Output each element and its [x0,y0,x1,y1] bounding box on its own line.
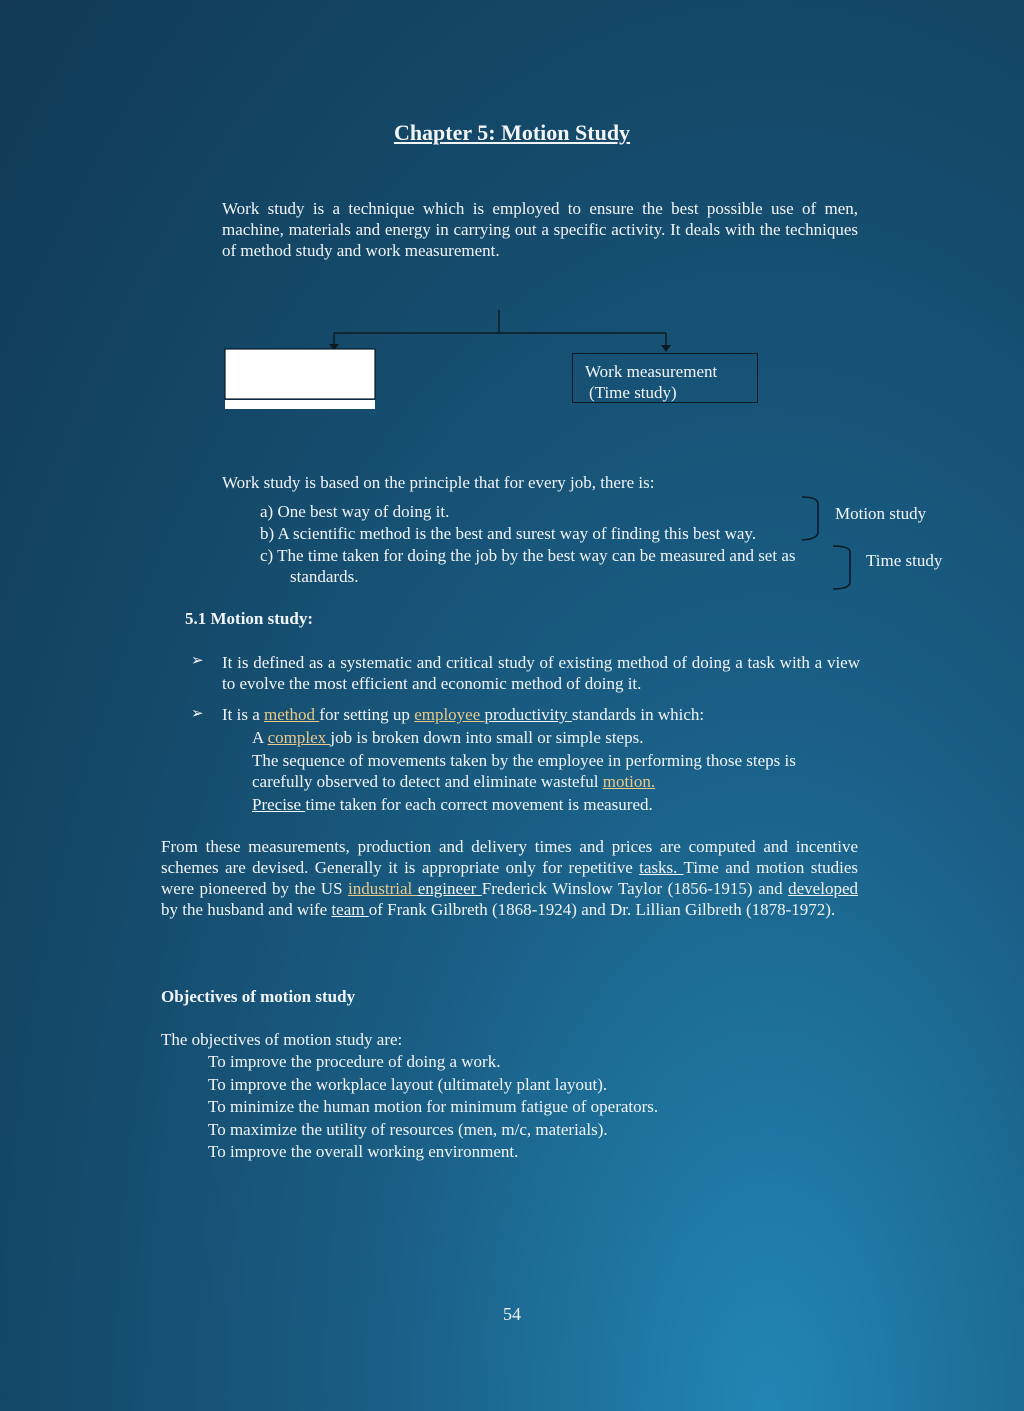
text-span: job is broken down into small or simple steps. [330,728,644,747]
bullet-arrow-icon: ➢ [191,653,204,669]
text-span: time taken for each correct movement is measured. [305,795,653,814]
objective-item: To improve the procedure of doing a work. [208,1052,501,1071]
method-link[interactable]: method [264,705,320,724]
text-span: Frederick Winslow Taylor (1856-1915) and [481,879,789,898]
work-measurement-label: Work measurement [585,362,718,381]
precise-link[interactable]: Precise [252,795,306,814]
bullet-definition: It is defined as a systematic and critical study of existing method of doing a task with a view to evolve the most efficient and economic method of doing it. [222,653,860,693]
bullet-arrow-icon: ➢ [191,706,204,722]
text-span: From these measurements, production and delivery times and prices are computed and incentive schemes are devised. Generally it is appropriate only for repetitive [161,837,858,877]
objective-item: To improve the overall working environment. [208,1142,519,1161]
page-number: 54 [503,1304,521,1324]
brace-motion-label: Motion study [835,504,927,523]
section-heading-5-1: 5.1 Motion study: [185,609,313,628]
principle-item-a: a) One best way of doing it. [260,502,450,521]
objective-item: To improve the workplace layout (ultimately plant layout). [208,1075,608,1094]
arrow-right-icon [661,345,671,352]
tasks-link[interactable]: tasks. [639,858,684,877]
sub-item-sequence: The sequence of movements taken by the employee in performing those steps is [252,751,796,770]
sub-item-complex [252,727,643,749]
work-measurement-box [572,353,758,403]
objective-item: To maximize the utility of resources (men, m/c, materials). [208,1120,608,1139]
employee-link[interactable]: employee [414,705,485,724]
complex-link[interactable]: complex [267,728,331,747]
history-paragraph [161,836,858,920]
text-span: Time and motion studies were pioneered by the US [161,858,859,898]
motion-link[interactable]: motion. [602,772,656,791]
text-span: for setting up [319,705,415,724]
page-title: Chapter 5: Motion Study [393,120,631,145]
text-span: of Frank Gilbreth (1868-1924) and Dr. Lillian Gilbreth (1878-1972). [368,900,836,919]
bullet-method [222,704,704,726]
objectives-lead: The objectives of motion study are: [161,1030,403,1049]
objective-item: To minimize the human motion for minimum fatigue of operators. [208,1097,659,1116]
team-link[interactable]: team [331,900,369,919]
sub-item-sequence-cont [252,771,655,793]
brace-time-label: Time study [866,551,943,570]
principle-item-c-cont: standards. [290,567,359,586]
productivity-link[interactable]: productivity [484,705,572,724]
method-study-box-shadow [225,400,375,409]
developed-link[interactable]: developed [788,879,858,898]
method-study-box [225,349,375,399]
text-span: It is a [222,705,265,724]
intro-paragraph: Work study is a technique which is employed to ensure the best possible use of men, machine, materials and energy in carrying out a specific activity. It deals with the techniques of method study and work measurement. [222,199,858,260]
time-study-label: (Time study) [589,383,677,402]
text-span: standards in which: [571,705,705,724]
text-span: A [252,728,268,747]
objectives-heading: Objectives of motion study [161,987,356,1006]
principle-item-b: b) A scientific method is the best and surest way of finding this best way. [260,524,757,543]
sub-item-precise [252,794,653,816]
text-span: by the husband and wife [161,900,332,919]
text-span: carefully observed to detect and eliminate wasteful [252,772,603,791]
motion-brace-icon [802,497,818,540]
industrial-link[interactable]: industrial [348,879,418,898]
engineer-link[interactable]: engineer [417,879,482,898]
principle-item-c: c) The time taken for doing the job by the best way can be measured and set as [260,546,796,565]
time-brace-icon [833,546,850,589]
principle-lead: Work study is based on the principle that for every job, there is: [222,473,655,492]
